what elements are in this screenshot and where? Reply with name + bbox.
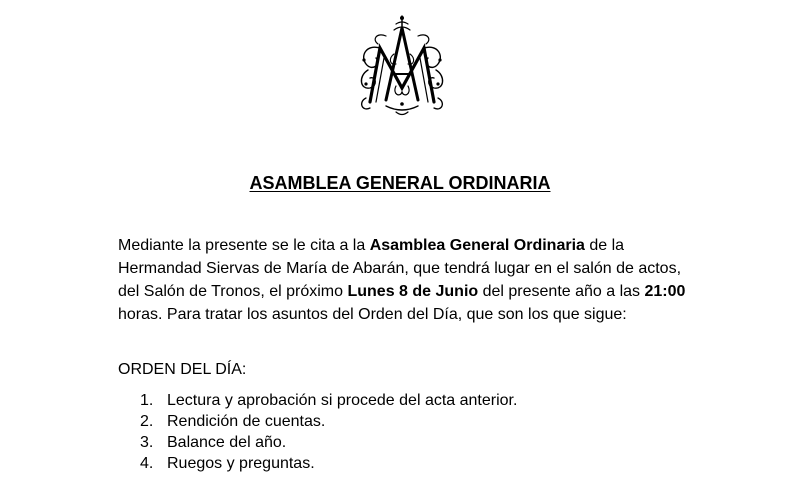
assembly-name: Asamblea General Ordinaria	[369, 237, 585, 254]
list-item-text: Lectura y aprobación si procede del acta anterior.	[167, 392, 518, 409]
paragraph-line-3: del Salón de Tronos, el próximo Lunes 8 de Junio del presente año a las 21:00	[118, 283, 686, 300]
list-item	[140, 432, 517, 453]
list-item	[140, 411, 517, 432]
agenda-list	[140, 390, 517, 474]
meeting-date: Lunes 8 de Junio	[347, 283, 479, 300]
list-item-number: 1.	[140, 392, 154, 409]
marian-monogram-icon	[356, 14, 448, 118]
paragraph-line-1: Mediante la presente se le cita a la Asamblea General Ordinaria de la	[118, 237, 625, 254]
list-item-text: Ruegos y preguntas.	[167, 455, 315, 472]
list-item-text: Rendición de cuentas.	[167, 413, 326, 430]
list-item-number: 2.	[140, 413, 154, 430]
list-item-text: Balance del año.	[167, 434, 287, 451]
agenda-heading: ORDEN DEL DÍA:	[118, 361, 247, 378]
meeting-time: 21:00	[644, 283, 686, 300]
list-item	[140, 453, 517, 474]
convocation-paragraph	[118, 234, 688, 326]
paragraph-line-2: Hermandad Siervas de María de Abarán, que tendrá lugar en el salón de actos,	[118, 260, 682, 277]
paragraph-line-4: horas. Para tratar los asuntos del Orden del Día, que son los que sigue:	[118, 306, 627, 323]
list-item-number: 4.	[140, 455, 154, 472]
list-item-number: 3.	[140, 434, 154, 451]
page-title: ASAMBLEA GENERAL ORDINARIA	[249, 173, 551, 193]
list-item	[140, 390, 517, 411]
